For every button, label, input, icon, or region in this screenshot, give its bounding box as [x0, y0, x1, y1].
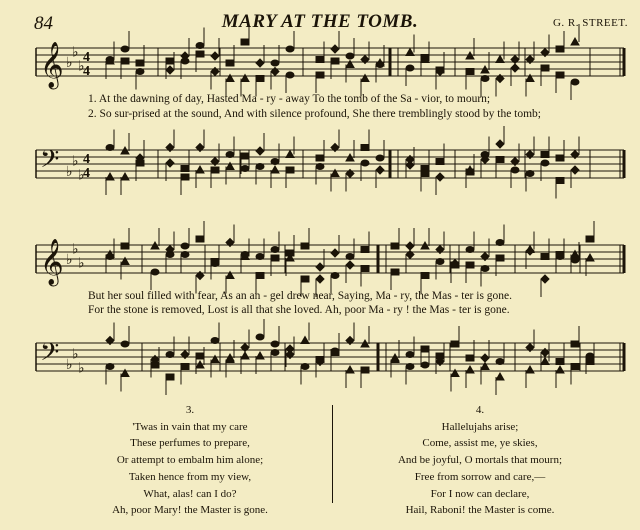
- round-note-icon: [496, 359, 504, 365]
- triangle-note-icon: [106, 173, 114, 180]
- round-note-icon: [226, 152, 234, 158]
- round-note-icon: [151, 269, 159, 275]
- verse-3-line: Taken hence from my view,: [128, 470, 252, 483]
- diamond-note-icon: [376, 166, 384, 174]
- square-note-icon: [451, 341, 459, 347]
- round-note-icon: [256, 164, 264, 170]
- square-note-icon: [556, 178, 564, 184]
- verse-4-line: Free from sorrow and care,—: [414, 470, 546, 483]
- square-note-icon: [166, 58, 174, 64]
- square-note-icon: [556, 46, 564, 52]
- triangle-note-icon: [301, 337, 309, 344]
- triangle-note-icon: [526, 366, 534, 373]
- square-note-icon: [586, 236, 594, 242]
- flat-icon: ♭: [72, 346, 79, 363]
- square-note-icon: [136, 60, 144, 66]
- flat-icon: ♭: [78, 58, 85, 75]
- round-note-icon: [436, 259, 444, 265]
- verse-3-line: What, alas! can I do?: [143, 487, 237, 500]
- round-note-icon: [256, 334, 264, 340]
- diamond-note-icon: [331, 249, 339, 257]
- square-note-icon: [391, 243, 399, 249]
- square-note-icon: [496, 255, 504, 261]
- triangle-note-icon: [496, 373, 504, 380]
- square-note-icon: [361, 266, 369, 272]
- round-note-icon: [511, 167, 519, 173]
- square-note-icon: [121, 58, 129, 64]
- bass-clef-icon: 𝄢: [40, 338, 60, 373]
- diamond-note-icon: [331, 45, 339, 53]
- verse-3-line: These perfumes to prepare,: [130, 437, 250, 450]
- diamond-note-icon: [211, 52, 219, 60]
- diamond-note-icon: [511, 64, 519, 72]
- square-note-icon: [121, 243, 129, 249]
- triangle-note-icon: [586, 254, 594, 261]
- triangle-note-icon: [496, 56, 504, 63]
- square-note-icon: [316, 57, 324, 63]
- square-note-icon: [331, 58, 339, 64]
- diamond-note-icon: [166, 66, 174, 74]
- time-signature-denominator: 4: [83, 64, 90, 79]
- lyric-line-1-verse-1: 1. At the dawning of day, Hasted Ma - ry - away To the tomb of the Sa - vior, to mourn;: [88, 93, 491, 105]
- square-note-icon: [196, 236, 204, 242]
- square-note-icon: [556, 72, 564, 78]
- round-note-icon: [316, 164, 324, 170]
- round-note-icon: [406, 352, 414, 358]
- round-note-icon: [181, 243, 189, 249]
- round-note-icon: [121, 341, 129, 347]
- verse-4-line: For I now can declare,: [430, 487, 530, 500]
- square-note-icon: [301, 276, 309, 282]
- square-note-icon: [316, 155, 324, 161]
- verse-3-line: Or attempt to embalm him alone;: [116, 454, 264, 467]
- round-note-icon: [196, 43, 204, 49]
- verse-3-line: Ah, poor Mary! the Master is gone.: [112, 504, 268, 517]
- square-note-icon: [466, 262, 474, 268]
- square-note-icon: [196, 353, 204, 359]
- square-note-icon: [256, 76, 264, 82]
- diamond-note-icon: [571, 166, 579, 174]
- square-note-icon: [316, 72, 324, 78]
- round-note-icon: [271, 341, 279, 347]
- bass-clef-icon: 𝄢: [40, 145, 60, 180]
- clefs: [40, 42, 90, 377]
- square-note-icon: [541, 152, 549, 158]
- flat-icon: ♭: [72, 44, 79, 61]
- square-note-icon: [241, 39, 249, 45]
- round-note-icon: [346, 53, 354, 59]
- square-note-icon: [136, 160, 144, 166]
- square-note-icon: [466, 355, 474, 361]
- diamond-note-icon: [256, 147, 264, 155]
- square-note-icon: [556, 359, 564, 365]
- round-note-icon: [376, 62, 384, 68]
- square-note-icon: [256, 273, 264, 279]
- square-note-icon: [196, 51, 204, 57]
- square-note-icon: [421, 273, 429, 279]
- flat-icon: ♭: [72, 153, 79, 170]
- round-note-icon: [181, 252, 189, 258]
- round-note-icon: [136, 69, 144, 75]
- verse-4-number: 4.: [475, 404, 485, 416]
- square-note-icon: [166, 374, 174, 380]
- square-note-icon: [436, 159, 444, 165]
- triangle-note-icon: [256, 352, 264, 359]
- square-note-icon: [466, 69, 474, 75]
- square-note-icon: [301, 243, 309, 249]
- composer-credit: G. R. STREET.: [552, 17, 628, 29]
- round-note-icon: [406, 65, 414, 71]
- round-note-icon: [346, 254, 354, 260]
- round-note-icon: [181, 58, 189, 64]
- square-note-icon: [421, 346, 429, 352]
- time-signature-numerator: 4: [83, 152, 90, 167]
- square-note-icon: [571, 341, 579, 347]
- square-note-icon: [181, 166, 189, 172]
- triangle-note-icon: [346, 366, 354, 373]
- verse-3-number: 3.: [185, 404, 195, 416]
- square-note-icon: [181, 174, 189, 180]
- diamond-note-icon: [526, 247, 534, 255]
- round-note-icon: [211, 338, 219, 344]
- note-heads: [106, 24, 594, 395]
- song-title: MARY AT THE TOMB.: [221, 11, 419, 32]
- diamond-note-icon: [346, 261, 354, 269]
- triangle-note-icon: [241, 352, 249, 359]
- verse-4-line: Hail, Raboni! the Master is come.: [405, 504, 555, 517]
- diamond-note-icon: [406, 242, 414, 250]
- square-note-icon: [286, 167, 294, 173]
- triangle-note-icon: [541, 358, 549, 365]
- verse-4-line: Hallelujahs arise;: [441, 420, 519, 433]
- triangle-note-icon: [196, 166, 204, 173]
- flat-icon: ♭: [72, 241, 79, 258]
- round-note-icon: [361, 160, 369, 166]
- triangle-note-icon: [556, 366, 564, 373]
- triangle-note-icon: [466, 366, 474, 373]
- diamond-note-icon: [496, 140, 504, 148]
- diamond-note-icon: [256, 59, 264, 67]
- square-note-icon: [556, 252, 564, 258]
- round-note-icon: [481, 76, 489, 82]
- treble-clef-icon: 𝄞: [40, 239, 64, 285]
- treble-clef-icon: 𝄞: [40, 42, 64, 88]
- round-note-icon: [541, 160, 549, 166]
- square-note-icon: [181, 364, 189, 370]
- round-note-icon: [481, 266, 489, 272]
- diamond-note-icon: [541, 275, 549, 283]
- flat-icon: ♭: [78, 255, 85, 272]
- round-note-icon: [271, 60, 279, 66]
- square-note-icon: [541, 254, 549, 260]
- time-signature-denominator: 4: [83, 166, 90, 181]
- square-note-icon: [571, 364, 579, 370]
- square-note-icon: [391, 269, 399, 275]
- page-number: 84: [34, 13, 53, 34]
- round-note-icon: [376, 155, 384, 161]
- round-note-icon: [421, 362, 429, 368]
- round-note-icon: [271, 159, 279, 165]
- square-note-icon: [556, 155, 564, 161]
- round-note-icon: [496, 240, 504, 246]
- round-note-icon: [331, 273, 339, 279]
- round-note-icon: [286, 46, 294, 52]
- verse-3: [90, 402, 290, 519]
- square-note-icon: [331, 350, 339, 356]
- square-note-icon: [421, 171, 429, 177]
- diamond-note-icon: [286, 345, 294, 353]
- lyric-line-2-verse-1: But her soul filled with fear, As an an - gel drew near, Saying, Ma - ry, the Mas - ter is gone.: [88, 290, 513, 302]
- lyric-line-2-verse-2: For the stone is removed, Lost is all that she loved. Ah, poor Ma - ry ! the Mas - ter is gone.: [88, 304, 510, 316]
- square-note-icon: [451, 262, 459, 268]
- round-note-icon: [106, 145, 114, 151]
- flat-icon: ♭: [66, 164, 73, 180]
- triangle-note-icon: [121, 173, 129, 180]
- square-note-icon: [226, 60, 234, 66]
- diamond-note-icon: [316, 263, 324, 271]
- flat-icon: ♭: [78, 167, 85, 184]
- square-note-icon: [361, 247, 369, 253]
- square-note-icon: [316, 357, 324, 363]
- verse-3-line: 'Twas in vain that my care: [132, 420, 248, 433]
- diamond-note-icon: [316, 275, 324, 283]
- square-note-icon: [211, 259, 219, 265]
- round-note-icon: [271, 247, 279, 253]
- round-note-icon: [526, 171, 534, 177]
- round-note-icon: [241, 252, 249, 258]
- verse-4: [365, 402, 595, 519]
- lyric-line-1-verse-2: 2. So sur-prised at the sound, And with silence profound, She there tremblingly stood by the tomb;: [88, 108, 542, 120]
- round-note-icon: [286, 72, 294, 78]
- square-note-icon: [361, 145, 369, 151]
- square-note-icon: [436, 353, 444, 359]
- verse-4-line: And be joyful, O mortals that mourn;: [397, 454, 563, 467]
- round-note-icon: [241, 166, 249, 172]
- round-note-icon: [301, 364, 309, 370]
- round-note-icon: [106, 364, 114, 370]
- flat-icon: ♭: [66, 357, 73, 373]
- round-note-icon: [571, 79, 579, 85]
- round-note-icon: [166, 252, 174, 258]
- round-note-icon: [586, 353, 594, 359]
- round-note-icon: [271, 350, 279, 356]
- verse-4-line: Come, assist me, ye skies,: [422, 437, 538, 450]
- time-signature-numerator: 4: [83, 50, 90, 65]
- round-note-icon: [466, 247, 474, 253]
- square-note-icon: [211, 167, 219, 173]
- verse-divider: [332, 405, 333, 503]
- square-note-icon: [421, 55, 429, 61]
- round-note-icon: [406, 364, 414, 370]
- square-note-icon: [541, 65, 549, 71]
- square-note-icon: [496, 157, 504, 163]
- triangle-note-icon: [406, 49, 414, 56]
- round-note-icon: [256, 254, 264, 260]
- square-note-icon: [271, 255, 279, 261]
- square-note-icon: [241, 153, 249, 159]
- triangle-note-icon: [271, 166, 279, 173]
- round-note-icon: [121, 46, 129, 52]
- flat-icon: ♭: [66, 55, 73, 71]
- triangle-note-icon: [571, 38, 579, 45]
- diamond-note-icon: [481, 354, 489, 362]
- diamond-note-icon: [436, 173, 444, 181]
- round-note-icon: [166, 352, 174, 358]
- flat-icon: ♭: [66, 252, 73, 268]
- diamond-note-icon: [166, 159, 174, 167]
- triangle-note-icon: [286, 151, 294, 158]
- square-note-icon: [361, 367, 369, 373]
- flat-icon: ♭: [78, 360, 85, 377]
